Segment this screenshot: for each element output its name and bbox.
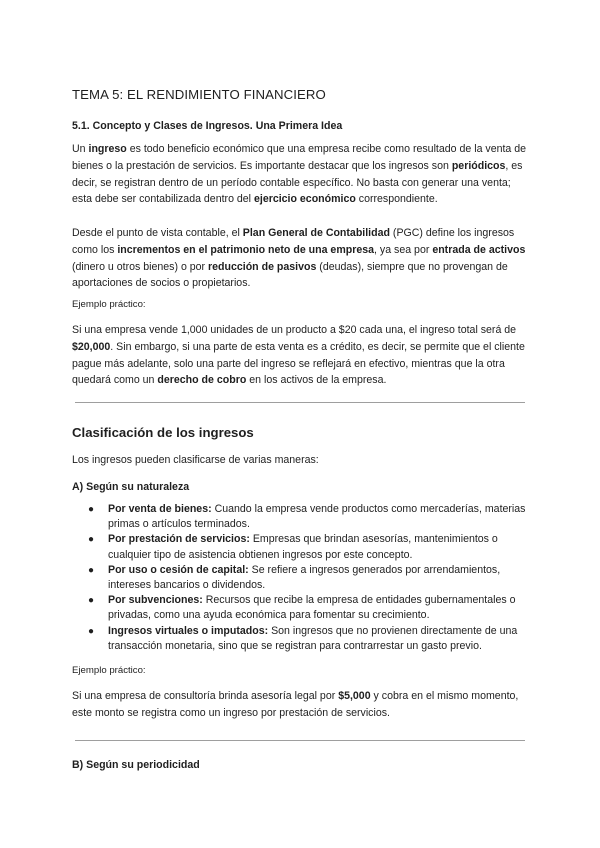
paragraph-definition: Un ingreso es todo beneficio económico que una empresa recibe como resultado de la venta de bienes o la prestación de servicios. Es importante destacar que los ingresos son periódicos, es decir, se registran dentro de un período contable específico. No basta con generar una venta; esta debe ser contabilizada dentro del ejercicio económico correspondiente. [72,143,527,206]
bullet-icon: ● [88,534,95,546]
list-item: ● Por prestación de servicios: Empresas que brindan asesorías, mantenimientos o cualquier tipo de asistencia obtienen ingresos por este concepto. [88,533,498,561]
classification-intro: Los ingresos pueden clasificarse de varias maneras: [72,454,319,466]
list-item: ● Por venta de bienes: Cuando la empresa vende productos como mercaderías, materias primas o artículos terminados. [88,503,526,531]
section-heading: 5.1. Concepto y Clases de Ingresos. Una Primera Idea [72,120,343,132]
income-types-list [72,502,528,654]
bullet-icon: ● [88,625,95,637]
subheading-nature: A) Según su naturaleza [72,481,190,493]
example-label: Ejemplo práctico: [72,665,146,676]
bullet-icon: ● [88,504,95,515]
paragraph-example-2: Si una empresa de consultoría brinda asesoría legal por $5,000 y cobra en el mismo momento, este monto se registra como un ingreso por prestación de servicios. [72,690,519,719]
paragraph-pgc: Desde el punto de vista contable, el Plan General de Contabilidad (PGC) define los ingresos como los incrementos en el patrimonio neto de una empresa, ya sea por entrada de activos (dinero u otros bienes) o por reducción de pasivos (deudas), siempre que no provengan de aportaciones de socios o propietarios. [72,227,526,290]
classification-heading: Clasificación de los ingresos [72,425,254,440]
divider [75,740,525,741]
list-item: ● Ingresos virtuales o imputados: Son ingresos que no provienen directamente de una transacción monetaria, sino que se registran para contrarrestar un gasto previo. [88,624,518,652]
paragraph-example-1: Si una empresa vende 1,000 unidades de un producto a $20 cada una, el ingreso total será de $20,000. Sin embargo, si una parte de esta venta es a crédito, es decir, se permite que el cliente pague más adelante, solo una parte del ingreso se reflejará en efectivo, mientras que la otra quedará como un derecho de cobro en los activos de la empresa. [72,324,525,387]
bullet-icon: ● [88,595,95,607]
example-label: Ejemplo práctico: [72,299,146,310]
subheading-periodicity: B) Según su periodicidad [72,759,200,771]
document-title: TEMA 5: EL RENDIMIENTO FINANCIERO [72,87,326,102]
list-item: ● Por subvenciones: Recursos que recibe la empresa de entidades gubernamentales o privadas, como una ayuda económica para fomentar su crecimiento. [88,594,516,622]
list-item: ● Por uso o cesión de capital: Se refiere a ingresos generados por arrendamientos, intereses bancarios o dividendos. [88,563,501,592]
bullet-icon: ● [88,564,95,576]
divider [75,402,525,403]
